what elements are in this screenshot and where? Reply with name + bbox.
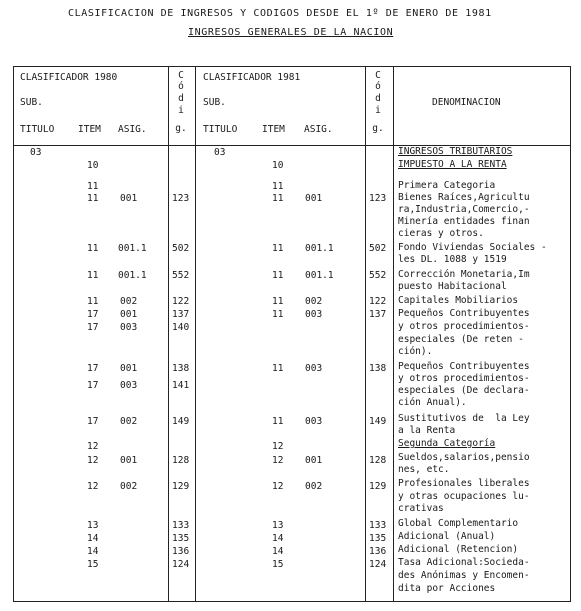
asig-1980: 001 (120, 193, 138, 204)
asig-1980: 002 (120, 416, 138, 427)
denominacion-line: Fondo Viviendas Sociales - (398, 242, 547, 253)
item-1980: 17 (87, 322, 99, 333)
header-item-1980: ITEM (78, 124, 101, 135)
item-1980: 10 (87, 160, 99, 171)
denominacion-line: IMPUESTO A LA RENTA (398, 159, 507, 170)
codigo-1981: 135 (369, 533, 387, 544)
codigo-letter: ó (178, 81, 184, 92)
codigo-1981: 124 (369, 559, 387, 570)
header-sub-1980: SUB. (20, 97, 43, 108)
codigo-1981: 129 (369, 481, 387, 492)
codigo-1980: 129 (172, 481, 190, 492)
document-subtitle: INGRESOS GENERALES DE LA NACION (188, 27, 394, 38)
denominacion-line: Segunda Categoría (398, 438, 496, 449)
denominacion-line: ción). (398, 346, 433, 357)
denominacion-line: des Anónimas y Encomen- (398, 570, 530, 581)
denominacion-line: les DL. 1088 y 1519 (398, 254, 507, 265)
item-1980: 11 (87, 193, 99, 204)
denominacion-line: ra,Industria,Comercio,- (398, 204, 530, 215)
item-1981: 11 (272, 296, 284, 307)
codigo-1980: 128 (172, 455, 190, 466)
col-border-codigo81-right (393, 66, 394, 602)
codigo-letter: d (178, 93, 184, 104)
denominacion-line: Bienes Raíces,Agricultu (398, 192, 530, 203)
header-item-1981: ITEM (262, 124, 285, 135)
col-border-left (13, 66, 14, 602)
denominacion-line: Sueldos,salarios,pensio (398, 452, 530, 463)
item-1981: 14 (272, 533, 284, 544)
codigo-1980: 123 (172, 193, 190, 204)
item-1981: 15 (272, 559, 284, 570)
codigo-1981: 137 (369, 309, 387, 320)
denominacion-line: Primera Categoria (398, 180, 496, 191)
item-1980: 13 (87, 520, 99, 531)
item-1980: 12 (87, 455, 99, 466)
item-1981: 11 (272, 181, 284, 192)
codigo-letter: C (375, 70, 381, 81)
denominacion-line: y otras ocupaciones lu- (398, 491, 530, 502)
denominacion-line: cieras y otros. (398, 228, 484, 239)
asig-1980: 001.1 (118, 243, 147, 254)
asig-1980: 001 (120, 455, 138, 466)
table-bottom-border (13, 601, 571, 602)
asig-1981: 002 (305, 296, 323, 307)
item-1980: 14 (87, 546, 99, 557)
codigo-1981: 552 (369, 270, 387, 281)
denominacion-line: Profesionales liberales (398, 478, 530, 489)
item-1980: 17 (87, 416, 99, 427)
item-1980: 12 (87, 441, 99, 452)
denominacion-line: nes, etc. (398, 464, 450, 475)
item-1980: 17 (87, 309, 99, 320)
asig-1981: 001 (305, 455, 323, 466)
titulo-1980: 03 (30, 147, 42, 158)
item-1981: 11 (272, 363, 284, 374)
asig-1981: 001.1 (305, 270, 334, 281)
header-sub-1981: SUB. (203, 97, 226, 108)
col-border-right (570, 66, 571, 602)
asig-1980: 003 (120, 380, 138, 391)
item-1980: 14 (87, 533, 99, 544)
codigo-1980: 136 (172, 546, 190, 557)
col-border-codigo81-left (365, 66, 366, 602)
codigo-1981: 138 (369, 363, 387, 374)
codigo-1980: 133 (172, 520, 190, 531)
codigo-1981: 122 (369, 296, 387, 307)
asig-1981: 003 (305, 363, 323, 374)
denominacion-line: puesto Habitacional (398, 281, 507, 292)
asig-1981: 003 (305, 416, 323, 427)
codigo-1980: 141 (172, 380, 190, 391)
codigo-1981: 128 (369, 455, 387, 466)
denominacion-line: Adicional (Anual) (398, 531, 496, 542)
header-clasificador-1980: CLASIFICADOR 1980 (20, 72, 118, 83)
asig-1981: 001.1 (305, 243, 334, 254)
item-1981: 11 (272, 270, 284, 281)
asig-1980: 001.1 (118, 270, 147, 281)
item-1980: 12 (87, 481, 99, 492)
header-asig-1980: ASIG. (118, 124, 147, 135)
codigo-letter: g. (372, 123, 384, 134)
item-1980: 11 (87, 270, 99, 281)
denominacion-line: crativas (398, 503, 444, 514)
header-asig-1981: ASIG. (304, 124, 333, 135)
item-1980: 11 (87, 296, 99, 307)
denominacion-line: Capitales Mobiliarios (398, 295, 519, 306)
item-1980: 15 (87, 559, 99, 570)
table-top-border (13, 66, 571, 67)
codigo-1980: 140 (172, 322, 190, 333)
codigo-1980: 502 (172, 243, 190, 254)
document-title: CLASIFICACION DE INGRESOS Y CODIGOS DESDE EL 1º DE ENERO DE 1981 (68, 8, 492, 19)
denominacion-line: Tasa Adicional:Socieda- (398, 557, 530, 568)
item-1981: 12 (272, 481, 284, 492)
asig-1981: 001 (305, 193, 323, 204)
codigo-1981: 123 (369, 193, 387, 204)
codigo-letter: C (178, 70, 184, 81)
codigo-letter: d (375, 93, 381, 104)
codigo-1980: 149 (172, 416, 190, 427)
asig-1980: 001 (120, 363, 138, 374)
denominacion-line: a la Renta (398, 425, 456, 436)
codigo-1980: 137 (172, 309, 190, 320)
item-1980: 17 (87, 363, 99, 374)
item-1980: 17 (87, 380, 99, 391)
denominacion-line: especiales (De reten - (398, 334, 524, 345)
codigo-letter: i (375, 105, 381, 116)
codigo-1981: 502 (369, 243, 387, 254)
codigo-1980: 135 (172, 533, 190, 544)
codigo-letter: i (178, 105, 184, 116)
header-titulo-1980: TITULO (20, 124, 55, 135)
item-1980: 11 (87, 243, 99, 254)
denominacion-line: y otros procedimientos- (398, 373, 530, 384)
codigo-1980: 124 (172, 559, 190, 570)
asig-1981: 003 (305, 309, 323, 320)
denominacion-line: Global Complementario (398, 518, 519, 529)
denominacion-line: Sustitutivos de la Ley (398, 413, 530, 424)
col-border-codigo80-left (168, 66, 169, 602)
denominacion-line: dita por Acciones (398, 583, 496, 594)
item-1981: 12 (272, 441, 284, 452)
codigo-1981: 149 (369, 416, 387, 427)
denominacion-line: Pequeños Contribuyentes (398, 361, 530, 372)
col-border-codigo80-right (195, 66, 196, 602)
denominacion-line: y otros procedimientos- (398, 321, 530, 332)
header-clasificador-1981: CLASIFICADOR 1981 (203, 72, 301, 83)
denominacion-line: Pequeños Contribuyentes (398, 308, 530, 319)
denominacion-line: INGRESOS TRIBUTARIOS (398, 146, 513, 157)
item-1981: 14 (272, 546, 284, 557)
codigo-1981: 133 (369, 520, 387, 531)
item-1981: 11 (272, 309, 284, 320)
item-1981: 11 (272, 243, 284, 254)
item-1981: 11 (272, 416, 284, 427)
item-1981: 12 (272, 455, 284, 466)
asig-1980: 003 (120, 322, 138, 333)
denominacion-line: Corrección Monetaria,Im (398, 269, 530, 280)
asig-1980: 002 (120, 296, 138, 307)
denominacion-line: ción Anual). (398, 397, 467, 408)
denominacion-line: Adicional (Retencion) (398, 544, 519, 555)
header-titulo-1981: TITULO (203, 124, 238, 135)
item-1981: 11 (272, 193, 284, 204)
item-1980: 11 (87, 181, 99, 192)
asig-1980: 001 (120, 309, 138, 320)
asig-1981: 002 (305, 481, 323, 492)
titulo-1981: 03 (214, 147, 226, 158)
codigo-letter: g. (175, 123, 187, 134)
codigo-1981: 136 (369, 546, 387, 557)
codigo-1980: 138 (172, 363, 190, 374)
item-1981: 10 (272, 160, 284, 171)
codigo-letter: ó (375, 81, 381, 92)
item-1981: 13 (272, 520, 284, 531)
codigo-1980: 122 (172, 296, 190, 307)
codigo-1980: 552 (172, 270, 190, 281)
denominacion-line: Minería entidades finan (398, 216, 530, 227)
header-denominacion: DENOMINACION (432, 97, 501, 108)
denominacion-line: especiales (De declara- (398, 385, 530, 396)
asig-1980: 002 (120, 481, 138, 492)
